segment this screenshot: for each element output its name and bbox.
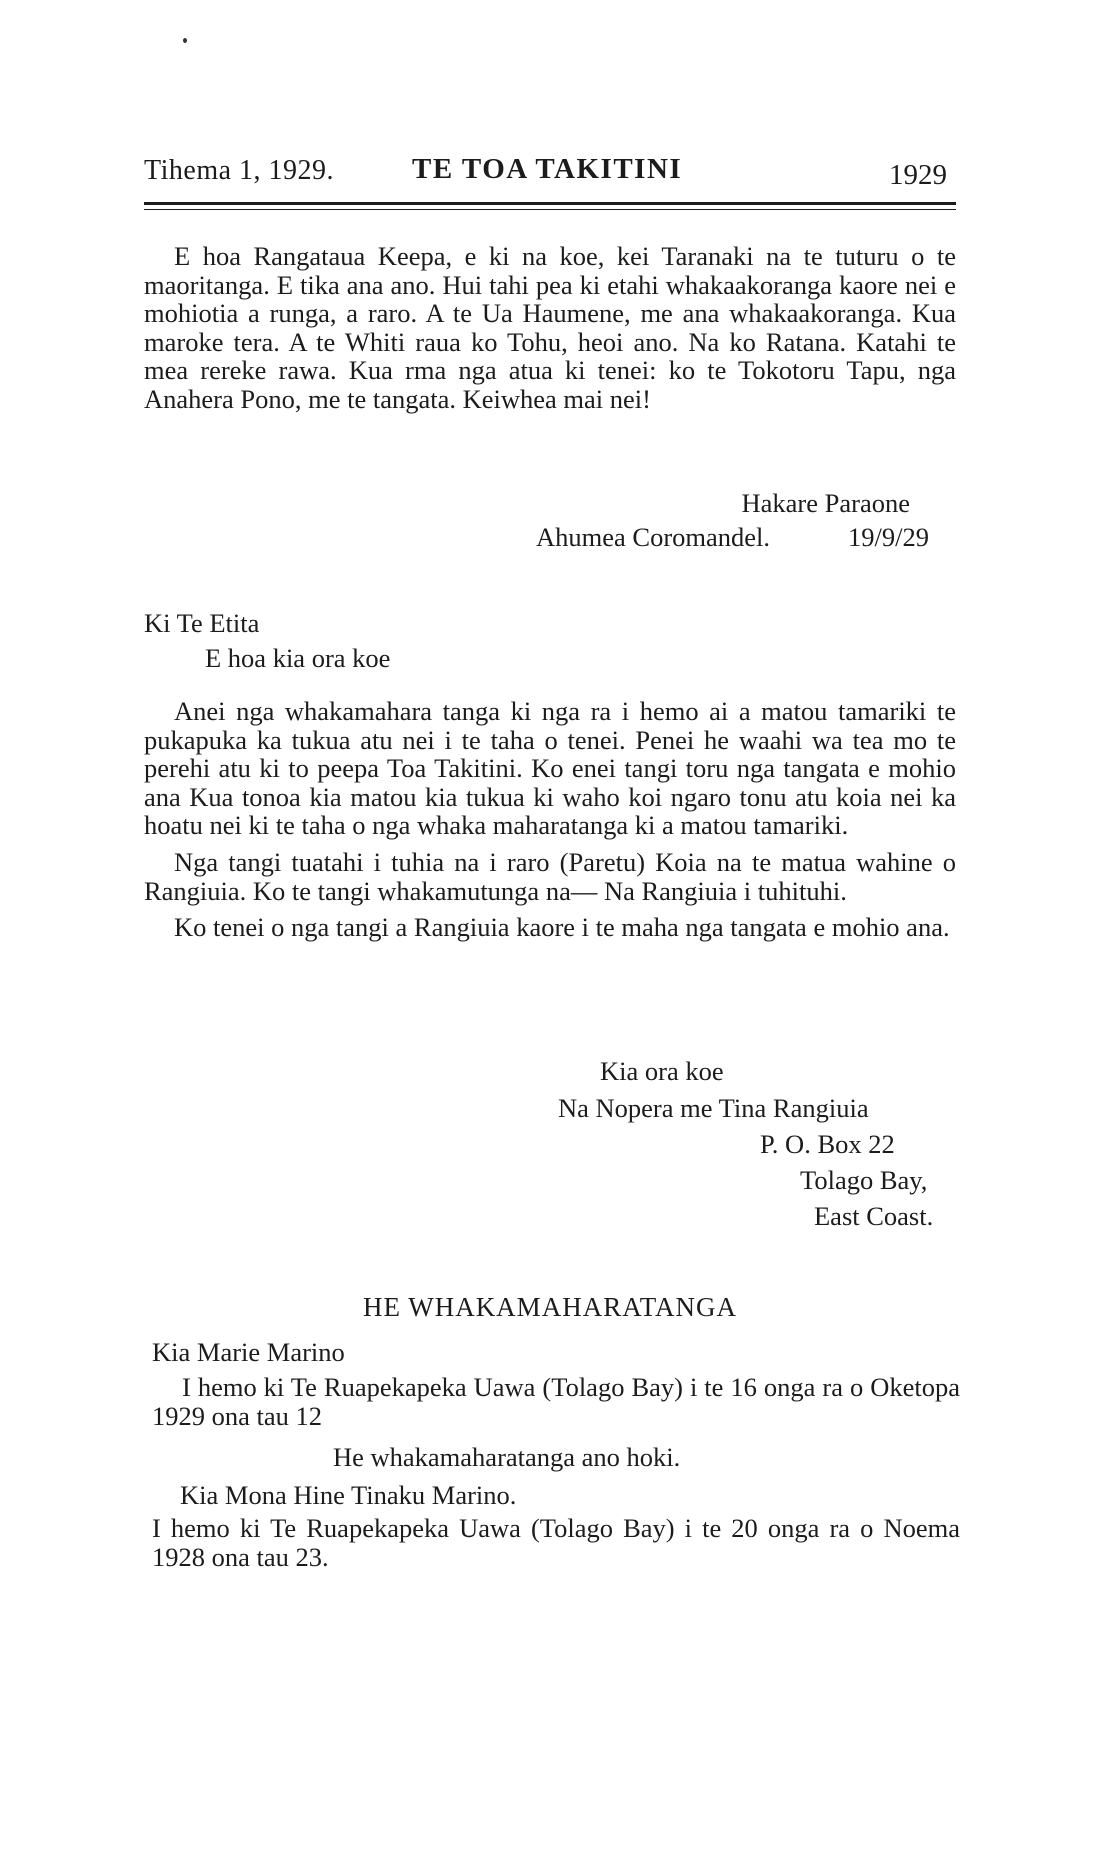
letter-1-body [144,242,956,414]
memorial-entry-1-text: I hemo ki Te Ruapekapeka Uawa (Tolago Bay) i te 16 onga ra o Oketopa 1929 ona tau 12 [152,1372,960,1431]
memorial-entry-2-body [152,1514,960,1571]
letter-2-address-box: P. O. Box 22 [760,1129,895,1159]
letter-2-closing: Kia ora koe [600,1056,724,1086]
letter-1-signature-date: 19/9/29 [848,522,929,552]
letter-2-salutation: Ki Te Etita [144,608,260,638]
letter-2-address-town: Tolago Bay, [800,1165,928,1195]
memorial-entry-1-body [152,1373,960,1430]
letter-2-address-region: East Coast. [814,1201,934,1231]
memorial-heading: HE WHAKAMAHARATANGA [362,1292,738,1322]
header-rule [144,202,956,205]
letter-2-greeting: E hoa kia ora koe [205,643,391,673]
header-rule-thin [144,209,956,210]
letter-1-paragraph: E hoa Rangataua Keepa, e ki na koe, kei Taranaki na te tuturu o te maoritanga. E tika ana ano. Hui tahi pea ki etahi whakaakoranga kaore nei e mohiotia a runga, a raro. A te Ua Haumene, me ana whakaakoranga. Kua maroke tera. A te Whiti raua ko Tohu, heoi ano. Na ko Ratana. Katahi te mea rereke rawa. Kua rma nga atua ki tenei: ko te Tokotoru Tapu, nga Anahera Pono, me te tangata. Keiwhea mai nei! [144,241,956,414]
letter-2-paragraph-2: Nga tangi tuatahi i tuhia na i raro (Paretu) Koia na te matua wahine o Rangiuia. Ko te tangi whakamutunga na— Na Rangiuia i tuhituhi. [144,846,956,906]
letter-1-signature-name: Hakare Paraone [741,488,910,518]
letter-2-paragraph-1: Anei nga whakamahara tanga ki nga ra i hemo ai a matou tamariki te pukapuka ka tukua atu nei i te taha o tenei. Penei he waahi wa tea mo te perehi atu ki to peepa Toa Takitini. Ko enei tangi toru nga tangata e mohio ana Kua tonoa kia matou kia tukua ki waho koi ngaro tonu atu koia nei ka hoatu nei ki te taha o nga whaka maharatanga ki a matou tamariki. [144,696,956,841]
print-speck [183,38,187,43]
letter-2-body [144,697,956,942]
letter-2-paragraph-3: Ko tenei o nga tangi a Rangiuia kaore i te maha nga tangata e mohio ana. [174,912,950,943]
running-header [144,155,959,199]
page-number: 1929 [889,159,947,191]
letter-2-sender: Na Nopera me Tina Rangiuia [558,1093,869,1123]
memorial-entry-1-name: Kia Marie Marino [152,1337,345,1367]
memorial-entry-1-note: He whakamaharatanga ano hoki. [333,1442,681,1472]
memorial-entry-2-text: I hemo ki Te Ruapekapeka Uawa (Tolago Bay) i te 20 onga ra o Noema 1928 ona tau 23. [152,1513,960,1572]
header-date: Tihema 1, 1929. [144,155,335,186]
header-title: TE TOA TAKITINI [412,153,683,185]
letter-1-signature-place: Ahumea Coromandel. [536,522,771,552]
memorial-entry-2-name: Kia Mona Hine Tinaku Marino. [180,1480,517,1510]
